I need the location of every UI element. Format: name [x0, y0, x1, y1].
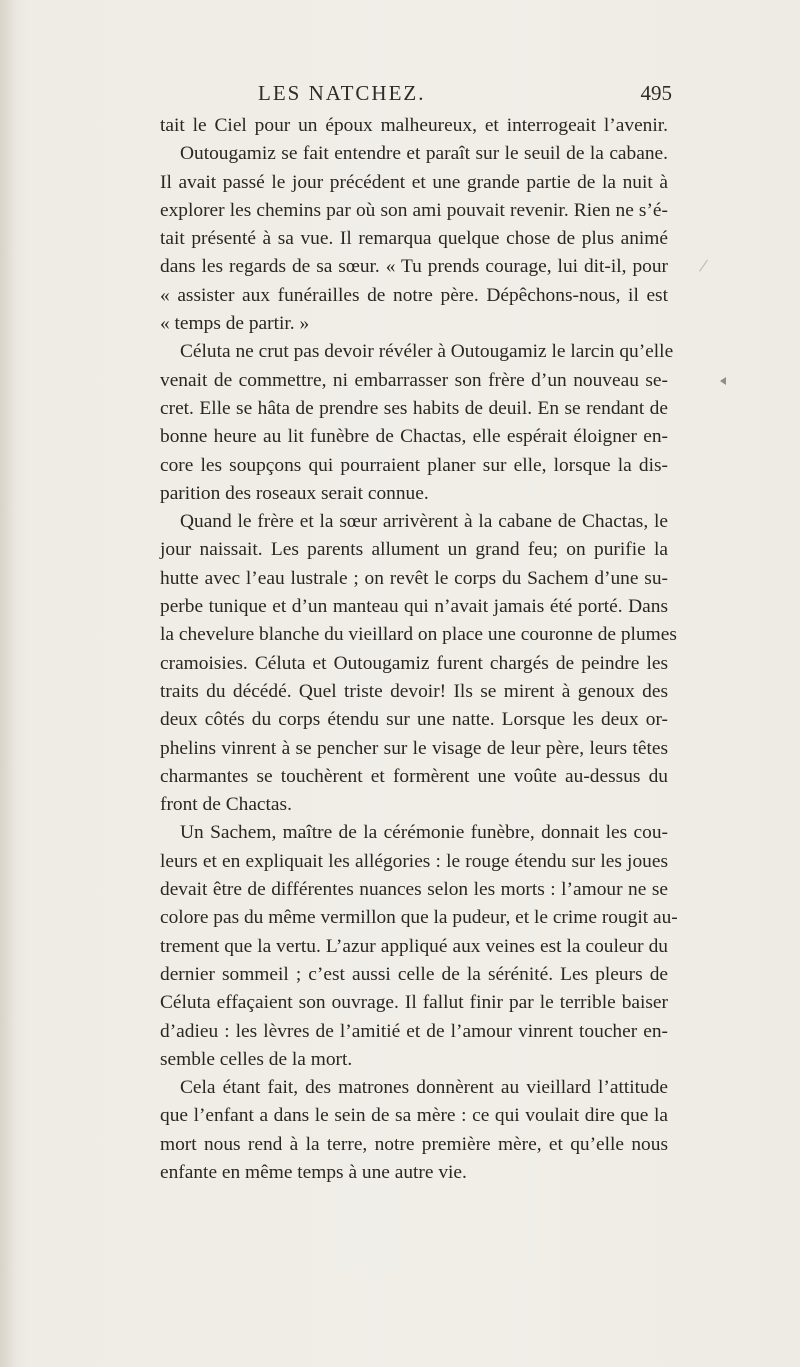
text-line: charmantes se touchèrent et formèrent une voûte au-dessus du: [160, 765, 668, 787]
text-line: Céluta effaçaient son ouvrage. Il fallut finir par le terrible baiser: [160, 992, 668, 1014]
margin-pencil-mark: [699, 260, 718, 279]
text-line: deux côtés du corps étendu sur une natte. Lorsque les deux or-: [160, 709, 668, 731]
text-line: cramoisies. Céluta et Outougamiz furent chargés de peindre les: [160, 652, 668, 674]
text-line: tait le Ciel pour un époux malheureux, et interrogeait l’avenir.: [160, 115, 668, 136]
text-line: traits du décédé. Quel triste devoir! Ils se mirent à genoux des: [160, 680, 668, 702]
text-line: Il avait passé le jour précédent et une grande partie de la nuit à: [160, 171, 668, 193]
body-text: [160, 112, 678, 1187]
text-line: Quand le frère et la sœur arrivèrent à la cabane de Chactas, le: [180, 511, 668, 533]
text-line: « temps de partir. »: [160, 313, 310, 335]
text-line: que l’enfant a dans le sein de sa mère : ce qui voulait dire que la: [160, 1105, 668, 1127]
text-line: tait présenté à sa vue. Il remarqua quelque chose de plus animé: [160, 228, 668, 250]
text-line: dernier sommeil ; c’est aussi celle de la sérénité. Les pleurs de: [160, 963, 668, 985]
text-line: perbe tunique et d’un manteau qui n’avait jamais été porté. Dans: [160, 596, 668, 618]
text-line: mort nous rend à la terre, notre première mère, et qu’elle nous: [160, 1133, 668, 1155]
text-line: Un Sachem, maître de la cérémonie funèbre, donnait les cou-: [180, 822, 668, 844]
text-line: semble celles de la mort.: [160, 1048, 353, 1070]
text-line: front de Chactas.: [160, 794, 292, 816]
text-line: Outougamiz se fait entendre et paraît sur le seuil de la cabane.: [180, 143, 668, 165]
text-line: Céluta ne crut pas devoir révéler à Outougamiz le larcin qu’elle: [180, 341, 674, 363]
margin-arrow-mark: [720, 377, 726, 385]
text-line: devait être de différentes nuances selon les morts : l’amour ne se: [160, 879, 668, 901]
text-line: core les soupçons qui pourraient planer sur elle, lorsque la dis-: [160, 454, 668, 476]
text-line: colore pas du même vermillon que la pudeur, et le crime rougit au-: [160, 907, 678, 929]
text-line: hutte avec l’eau lustrale ; on revêt le corps du Sachem d’une su-: [160, 567, 668, 589]
text-line: trement que la vertu. L’azur appliqué aux veines est la couleur du: [160, 935, 668, 957]
text-line: d’adieu : les lèvres de l’amitié et de l’amour vinrent toucher en-: [160, 1020, 668, 1042]
text-line: dans les regards de sa sœur. « Tu prends courage, lui dit-il, pour: [160, 256, 668, 278]
text-line: bonne heure au lit funèbre de Chactas, elle espérait éloigner en-: [160, 426, 668, 448]
text-line: Cela étant fait, des matrones donnèrent au vieillard l’attitude: [180, 1077, 668, 1099]
text-line: leurs et en expliquait les allégories : le rouge étendu sur les joues: [160, 850, 668, 872]
page-gutter-shadow: [0, 0, 14, 1367]
text-line: jour naissait. Les parents allument un grand feu; on purifie la: [160, 539, 668, 561]
text-line: « assister aux funérailles de notre père. Dépêchons-nous, il est: [160, 284, 668, 306]
text-line: explorer les chemins par où son ami pouvait revenir. Rien ne s’é-: [160, 199, 668, 221]
text-line: phelins vinrent à se pencher sur le visage de leur père, leurs têtes: [160, 737, 668, 759]
page-number: 495: [640, 81, 672, 105]
text-line: venait de commettre, ni embarrasser son frère d’un nouveau se-: [160, 369, 668, 391]
text-line: la chevelure blanche du vieillard on place une couronne de plumes: [160, 624, 677, 646]
text-line: enfante en même temps à une autre vie.: [160, 1161, 467, 1183]
running-title: LES NATCHEZ.: [258, 81, 426, 105]
text-line: cret. Elle se hâta de prendre ses habits de deuil. En se rendant de: [160, 397, 668, 419]
text-line: parition des roseaux serait connue.: [160, 482, 429, 504]
